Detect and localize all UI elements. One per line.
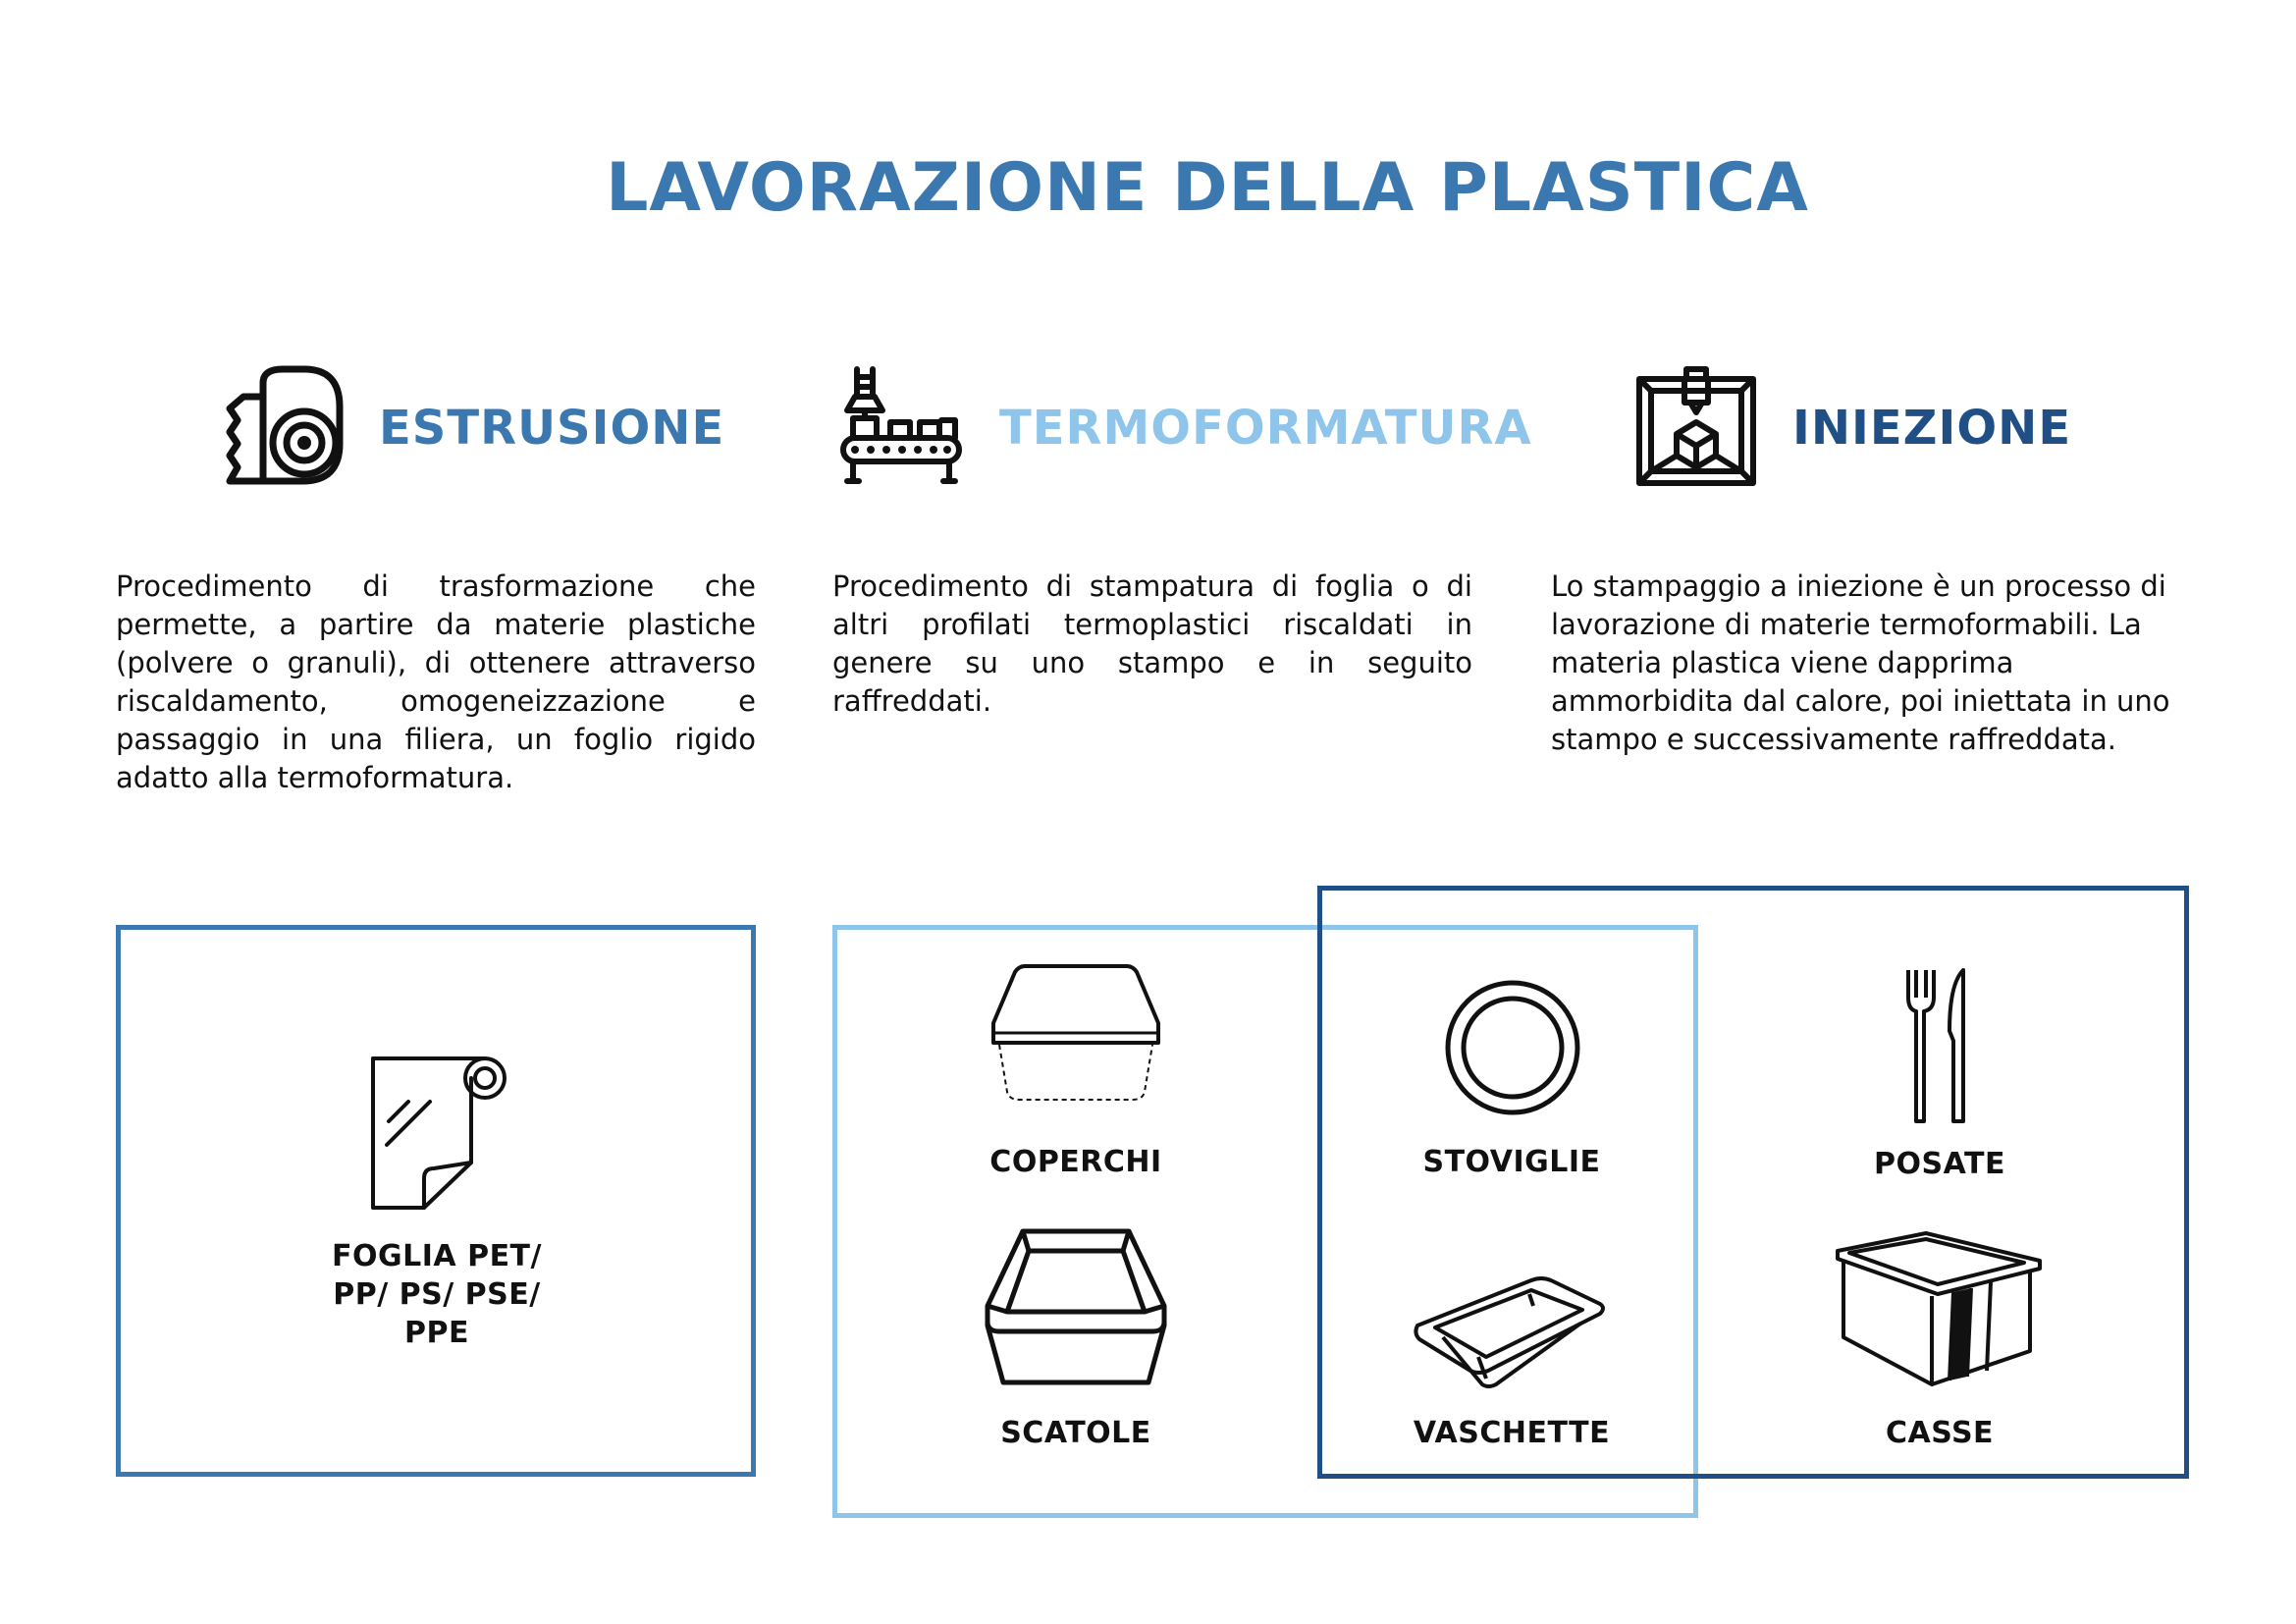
plate-icon [1443, 978, 1582, 1117]
label-foglia-line-2: PP/ PS/ PSE/ [333, 1277, 541, 1312]
heading-termoformatura: TERMOFORMATURA [999, 401, 1532, 456]
label-coperchi: COPERCHI [989, 1145, 1162, 1179]
food-tray-icon [1414, 1276, 1606, 1390]
text-estrusione: Procedimento di trasformazione che permette, a partire da materie plastiche (polvere o granuli), di ottenere attraverso riscaldamento, omogeneizzazione e passaggio in una filiera, un foglio rigido adatto alla termoformatura. [116, 569, 756, 794]
label-foglia-line-3: PPE [404, 1316, 469, 1350]
label-foglia [294, 1237, 579, 1352]
label-scatole: SCATOLE [1000, 1416, 1151, 1450]
label-vaschette: VASCHETTE [1413, 1416, 1611, 1450]
crate-icon [1834, 1229, 2044, 1388]
box-tray-icon [984, 1227, 1168, 1386]
plastic-sheet-roll-icon [363, 1053, 510, 1212]
heading-iniezione: INIEZIONE [1792, 401, 2072, 456]
conveyor-machine-icon [839, 365, 963, 485]
label-foglia-line-1: FOGLIA PET/ [332, 1239, 542, 1273]
text-iniezione: Lo stampaggio a iniezione è un processo di lavorazione di materie termoformabili. La materia plastica viene dapprima ammorbidita dal calore, poi iniettata in uno stampo e successivamente raffreddata. [1551, 569, 2170, 756]
heading-estrusione: ESTRUSIONE [379, 401, 725, 456]
label-casse: CASSE [1885, 1416, 1995, 1450]
cutlery-icon [1906, 968, 1969, 1125]
injection-press-icon [1635, 365, 1757, 487]
film-roll-icon [224, 365, 344, 485]
text-termoformatura: Procedimento di stampatura di foglia o di altri profilati termoplastici riscaldati in genere su uno stampo e in seguito raffreddati. [832, 569, 1472, 718]
page-title: LAVORAZIONE DELLA PLASTICA [606, 149, 1809, 227]
lid-icon [989, 962, 1162, 1119]
label-stoviglie: STOVIGLIE [1422, 1145, 1601, 1179]
label-posate: POSATE [1874, 1147, 2005, 1181]
